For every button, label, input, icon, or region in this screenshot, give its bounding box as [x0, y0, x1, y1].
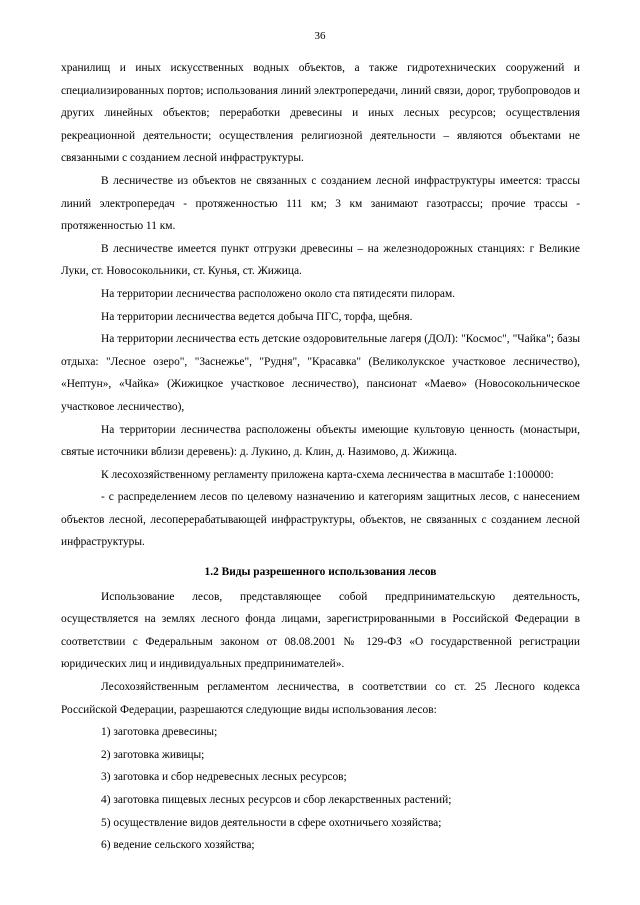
paragraph: На территории лесничества ведется добыча ПГС, торфа, щебня.: [101, 310, 413, 323]
list-item: 6) ведение сельского хозяйства;: [101, 839, 255, 852]
page-number: 36: [314, 30, 326, 42]
paragraph: Лесохозяйственным регламентом лесничества, в соответствии со ст. 25 Лесного кодекса Российской Федерации, разрешаются следующие виды использования лесов:: [61, 681, 580, 716]
permitted-uses-list: [61, 721, 580, 857]
list-item: 5) осуществление видов деятельности в сфере охотничьего хозяйства;: [101, 816, 442, 829]
paragraph: хранилищ и иных искусственных водных объектов, а также гидротехнических сооружений и специализированных портов; использования линий электропередачи, линий связи, дорог, трубопроводов и других линейных объектов; переработки древесины и иных лесных ресурсов; осуществления рекреационной деятельности; осуществления религиозной деятельности – являются объектами не связанными с созданием лесной инфраструктуры.: [61, 62, 580, 165]
list-item: 2) заготовка живицы;: [101, 748, 205, 761]
paragraph: На территории лесничества есть детские оздоровительные лагеря (ДОЛ): "Космос", "Чайка"; базы отдыха: "Лесное озеро", "Заснежье", "Рудня", "Красавка" (Великолукское участковое лесничество), «Нептун», «Чайка» (Жижицкое участковое лесничество), пансионат «Маево» (Новосокольническое участковое лесничество),: [61, 333, 580, 413]
paragraph: В лесничестве имеется пункт отгрузки древесины – на железнодорожных станциях: г Великие Луки, ст. Новосокольники, ст. Кунья, ст. Жижица.: [61, 242, 580, 278]
paragraph: К лесохозяйственному регламенту приложена карта-схема лесничества в масштабе 1:100000:: [101, 468, 554, 481]
paragraph: На территории лесничества расположено около ста пятидесяти пилорам.: [101, 287, 456, 300]
paragraph: - с распределением лесов по целевому назначению и категориям защитных лесов, с нанесением объектов лесной, лесоперерабатывающей инфраструктуры, объектов, не связанных с созданием лесной инфраструктуры.: [61, 491, 580, 549]
section-heading: 1.2 Виды разрешенного использования лесов: [204, 566, 437, 579]
page-content: [61, 57, 580, 857]
list-item: 3) заготовка и сбор недревесных лесных ресурсов;: [101, 771, 347, 784]
paragraph: Использование лесов, представляющее собой предпринимательскую деятельность, осуществляется на землях лесного фонда лицами, зарегистрированными в Российской Федерации в соответствии с Федеральным законом от 08.08.2001 № 129-ФЗ «О государственной регистрации юридических лиц и индивидуальных предпринимателей».: [61, 590, 580, 671]
paragraph: В лесничестве из объектов не связанных с созданием лесной инфраструктуры имеется: трассы линий электропередач - протяженностью 111 км; 3 км занимают газотрассы; прочие трассы - протяженностью 11 км.: [61, 174, 580, 233]
list-item: 1) заготовка древесины;: [101, 726, 218, 739]
list-item: 4) заготовка пищевых лесных ресурсов и сбор лекарственных растений;: [101, 794, 452, 806]
paragraph: На территории лесничества расположены объекты имеющие культовую ценность (монастыри, святые источники вблизи деревень): д. Лукино, д. Клин, д. Назимово, д. Жижица.: [61, 423, 580, 459]
